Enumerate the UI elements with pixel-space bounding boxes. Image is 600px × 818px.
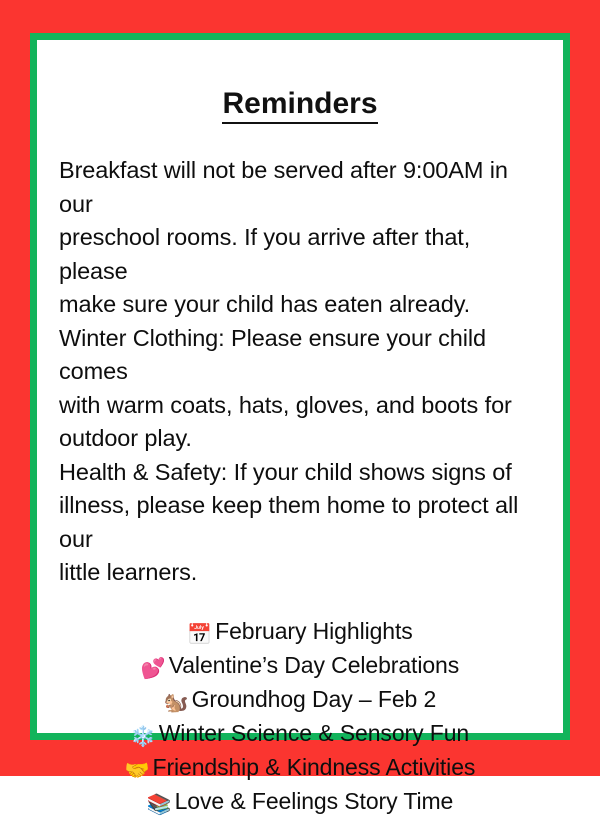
reminders-body <box>53 154 547 590</box>
list-item-label: February Highlights <box>215 617 413 644</box>
handshake-icon: 🤝 <box>124 757 150 782</box>
list-item <box>53 784 547 818</box>
reminder-line: little learners. <box>59 559 198 585</box>
list-item-label: Groundhog Day – Feb 2 <box>191 685 437 712</box>
reminder-line: make sure your child has eaten already. <box>59 291 471 317</box>
list-item-label: Winter Science & Sensory Fun <box>158 719 470 746</box>
list-item-label: Love & Feelings Story Time <box>174 787 454 814</box>
reminder-line: Breakfast will not be served after 9:00AM in our <box>59 157 508 217</box>
list-item-label: Friendship & Kindness Activities <box>152 753 476 780</box>
green-border-frame <box>30 33 570 816</box>
two-hearts-icon: 💕 <box>140 655 166 680</box>
page-title <box>53 40 547 124</box>
reminder-line: illness, please keep them home to protect all our <box>59 492 519 552</box>
reminder-line: preschool rooms. If you arrive after that, please <box>59 224 471 284</box>
books-icon: 📚 <box>146 791 172 816</box>
reminder-line: with warm coats, hats, gloves, and boots for <box>59 391 512 418</box>
reminder-line: outdoor play. <box>59 425 192 451</box>
reminder-line: Winter Clothing: Please ensure your child comes <box>59 324 486 384</box>
calendar-icon: 📅 <box>187 621 213 646</box>
card-content-area <box>53 40 547 816</box>
highlights-list <box>53 614 547 818</box>
white-content-card <box>37 40 563 816</box>
chipmunk-icon: 🐿️ <box>163 689 189 714</box>
list-item <box>53 750 547 784</box>
list-item <box>53 614 547 648</box>
snowflake-icon: ❄️ <box>130 723 156 748</box>
reminder-line: Health & Safety: If your child shows signs of <box>59 458 512 485</box>
page-title-text: Reminders <box>222 87 377 124</box>
list-item-label: Valentine’s Day Celebrations <box>168 651 460 678</box>
list-item <box>53 648 547 682</box>
list-item <box>53 682 547 716</box>
list-item <box>53 716 547 750</box>
